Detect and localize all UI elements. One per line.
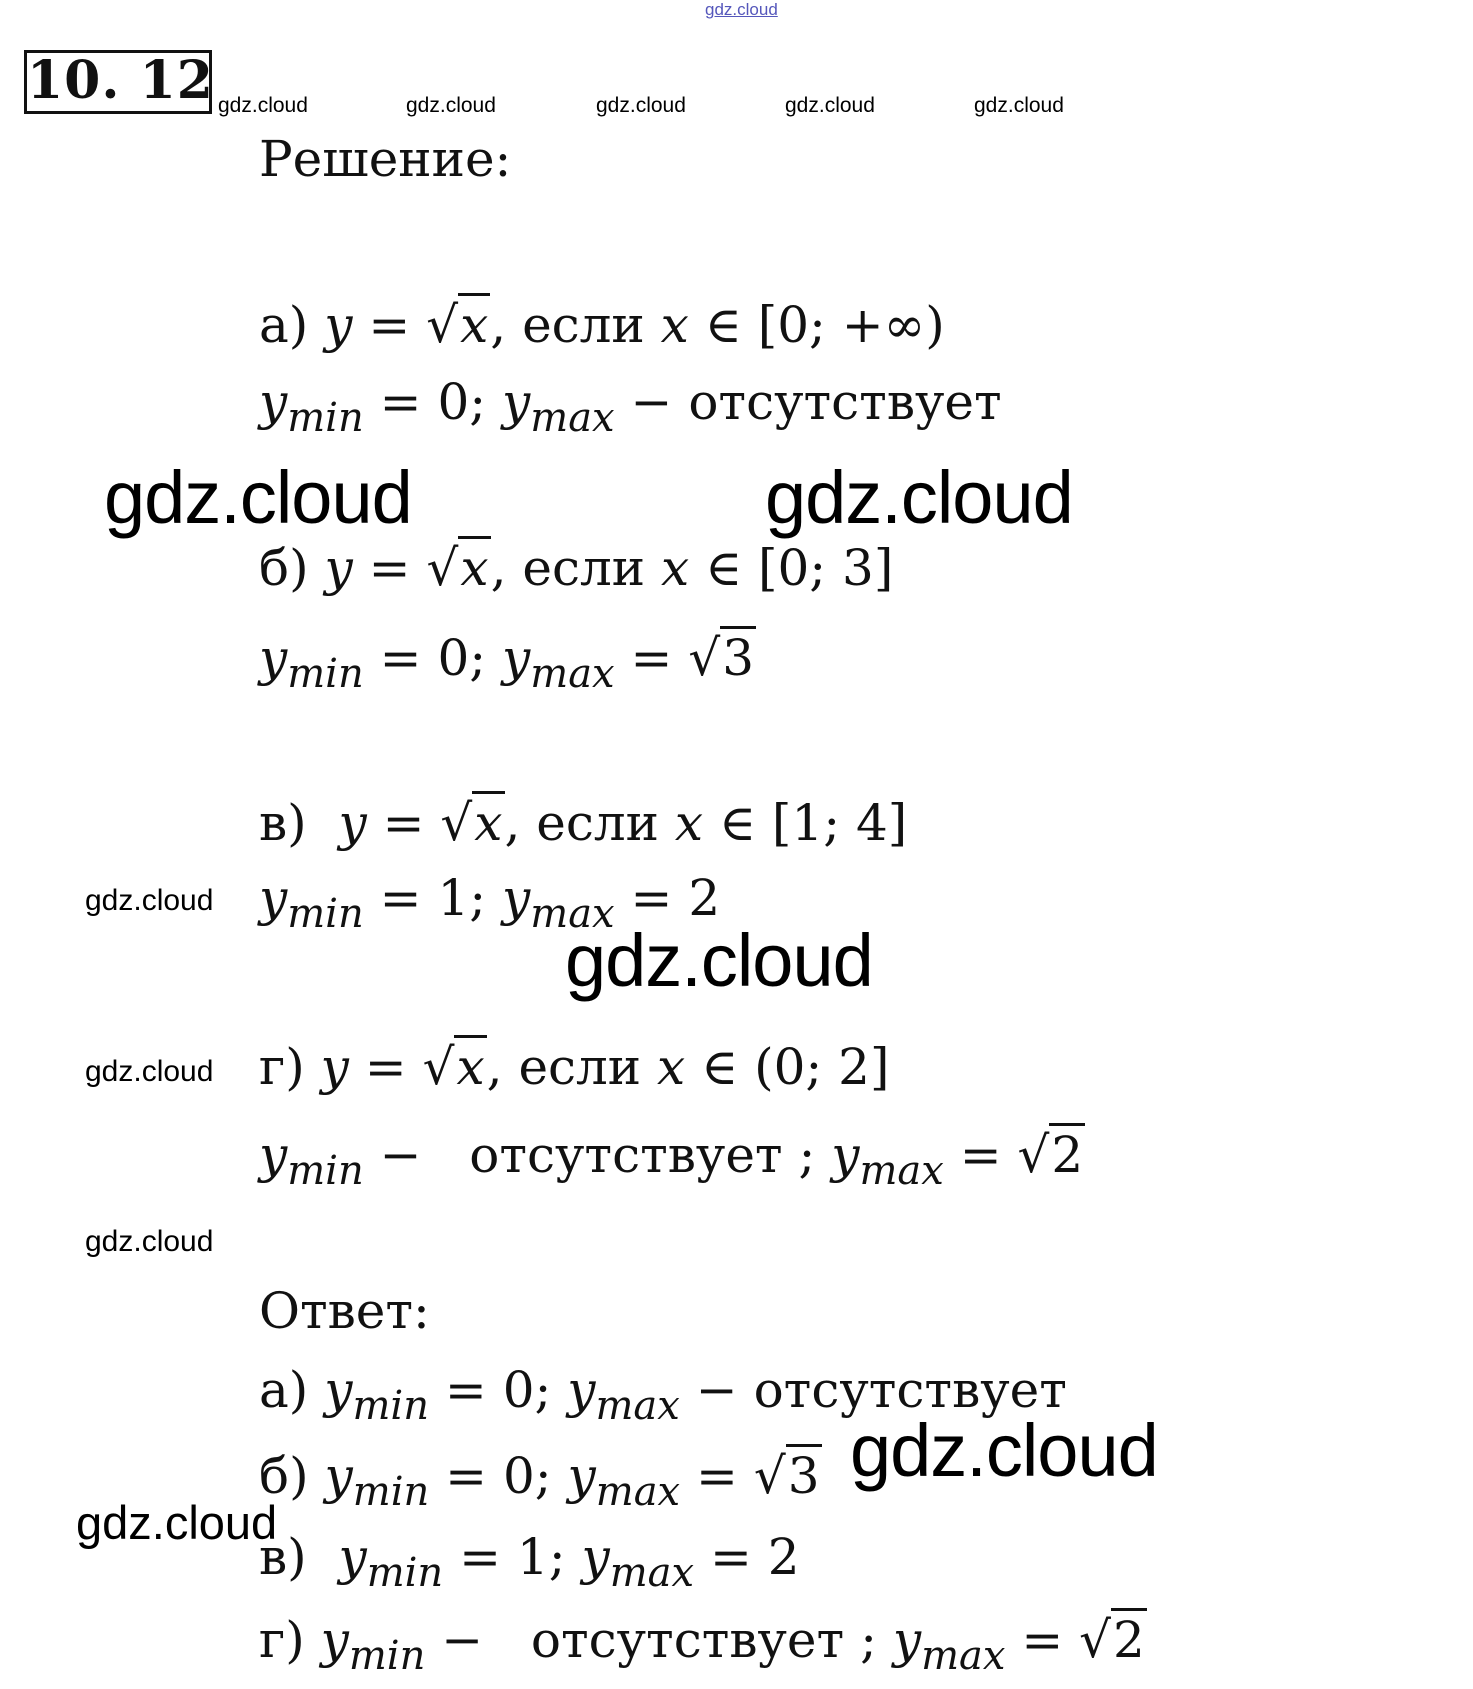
answer-v: в) $y_{min} = 1$; $y_{max} = 2$ <box>259 1528 800 1596</box>
watermark-top: gdz.cloud <box>705 0 778 19</box>
watermark: gdz.cloud <box>974 94 1064 117</box>
answer-a: а) $y_{min} = 0$; $y_{max}$ − отсутствует <box>259 1361 1067 1429</box>
solution-a-condition: а) y = √x, если x ∈ [0; +∞) <box>259 295 945 355</box>
watermark: gdz.cloud <box>850 1409 1158 1492</box>
watermark: gdz.cloud <box>85 1225 214 1258</box>
solution-g-result: $y_{min}$ − отсутствует ; $y_{max} = √2$ <box>259 1125 1085 1189</box>
solution-g-condition: г) y = √x, если x ∈ (0; 2] <box>259 1037 889 1097</box>
solution-heading: Решение: <box>259 130 512 188</box>
answer-heading: Ответ: <box>259 1282 430 1340</box>
watermark: gdz.cloud <box>765 456 1073 539</box>
watermark: gdz.cloud <box>76 1496 278 1549</box>
watermark: gdz.cloud <box>85 884 214 917</box>
watermark: gdz.cloud <box>104 456 412 539</box>
answer-g: г) $y_{min}$ − отсутствует ; $y_{max} = √2$ <box>259 1610 1147 1674</box>
watermark: gdz.cloud <box>406 94 496 117</box>
solution-a-result: $y_{min} = 0$; $y_{max}$ − отсутствует <box>259 373 1002 441</box>
watermark: gdz.cloud <box>85 1055 214 1088</box>
watermark: gdz.cloud <box>785 94 875 117</box>
solution-b-condition: б) y = √x, если x ∈ [0; 3] <box>259 538 893 598</box>
solution-b-result: $y_{min} = 0$; $y_{max} = √3$ <box>259 628 756 692</box>
watermark: gdz.cloud <box>565 919 873 1002</box>
answer-b: б) $y_{min} = 0$; $y_{max} = √3$ <box>259 1446 822 1510</box>
solution-v-condition: в) y = √x, если x ∈ [1; 4] <box>259 793 907 853</box>
watermark: gdz.cloud <box>596 94 686 117</box>
watermark: gdz.cloud <box>218 94 308 117</box>
problem-number: 10. 12 <box>24 50 212 114</box>
solution-v-result: $y_{min} = 1$; $y_{max} = 2$ <box>259 869 721 937</box>
